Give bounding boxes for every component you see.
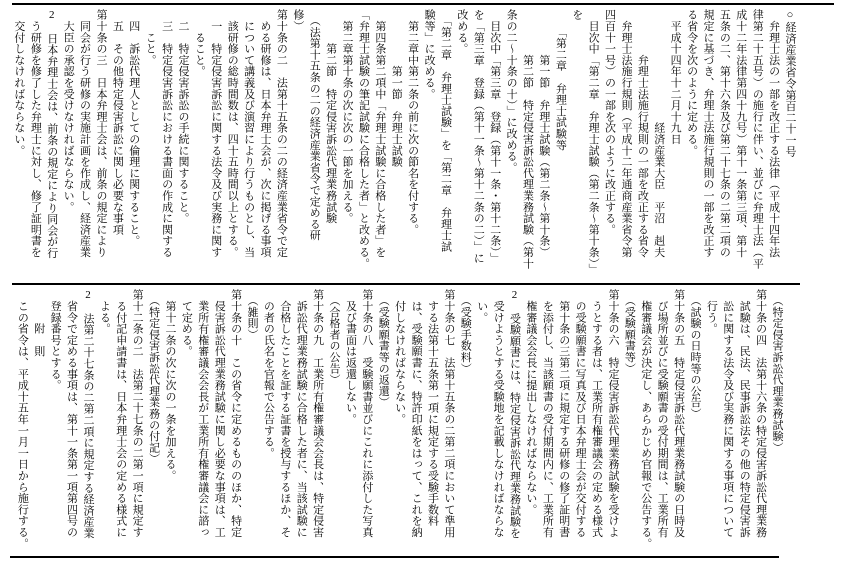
text-column: 付しなければならない。 xyxy=(393,289,406,425)
text-column: 目次中「第三章 登録（第十一条・第十二条）」 xyxy=(488,9,501,264)
text-column: 省令で定める事項は、第十一条第一項第四号の xyxy=(65,289,78,538)
text-column: 「弁理士試験の筆記試験に合格した者」と改める。 xyxy=(357,9,370,269)
text-column: 第十条の十 この省令に定めるもののほか、特定 xyxy=(229,289,242,538)
text-column: 五条の二、第十六条及び第二十七条の二第二項の xyxy=(718,9,731,258)
text-column: 弁理士法の一部を改正する法律（平成十四年法 xyxy=(767,9,780,258)
text-column: 合格したことを証する証書を授与するほか、そ xyxy=(278,289,291,538)
text-column: 第十二条の二 法第二十七条の二第一項に規定す xyxy=(131,289,144,538)
text-column: 第十条の四 法第十六条の特定侵害訴訟代理業務 xyxy=(754,289,767,538)
bottom-text-block xyxy=(14,289,785,555)
text-column: 2 法第二十七条の二第二項に規定する経済産業 xyxy=(81,289,94,539)
text-column: 第四条第二項中「弁理士試験に合格した者」を xyxy=(373,9,386,258)
text-column: 訴訟代理業務試験に合格した者に、当該試験に xyxy=(295,289,308,538)
text-column: 条の二～十条の十）」に改める。 xyxy=(505,9,518,173)
text-column: について講義及び演習により行うものとし、当 xyxy=(242,9,255,258)
text-column: を「第三章 登録（第十一条～第十二条の二）」に xyxy=(472,9,485,264)
text-column: 二 特定侵害訴訟の手続に関すること。 xyxy=(176,9,189,224)
text-column: 行う。 xyxy=(705,289,718,335)
text-column: （雑則） xyxy=(246,289,258,340)
text-column: （受験願書等の返還） xyxy=(377,289,390,408)
text-column: 第十条の二 法第十五条の二の経済産業省令で定 xyxy=(275,9,288,258)
text-column: 交付しなければならない。 xyxy=(12,9,25,156)
bottom-border-rule xyxy=(10,556,779,558)
text-column: 弁理士法施行規則の一部を改正する省令 xyxy=(636,9,649,258)
text-column: 受けようとする受験地を記載しなければならな xyxy=(492,289,505,538)
text-column: （特定侵害訴訟代理業務試験） xyxy=(771,289,783,453)
text-column: 一 特定侵害訴訟に関する法令及び実務に関す xyxy=(209,9,222,258)
text-column: 第二節 特定侵害訴訟代理業務試験 xyxy=(324,9,337,224)
text-column: 大臣の承認を受けなければならない。 xyxy=(62,9,75,213)
text-column: 「第二章 弁理士試験」を「第二章 弁理士試 xyxy=(439,9,452,253)
text-column: 四 訴訟代理人としての倫理に関すること。 xyxy=(127,9,140,247)
text-column: 第十条の三第二項に規定する研修の修了証明書 xyxy=(557,289,570,538)
text-column: （法第十五条の二の経済産業省令で定める研 xyxy=(308,9,321,241)
text-column: 修） xyxy=(291,9,304,32)
text-column: 業所有権審議会会長が工業所有権審議会に諮っ xyxy=(196,289,209,538)
text-column: 弁理士法施行規則（平成十二年通商産業省令第 xyxy=(619,9,632,258)
text-column: て定める。 xyxy=(180,289,193,357)
text-column: する法第十五条第一項に規定する受験手数料 xyxy=(426,289,439,527)
text-column: 附 則 xyxy=(32,289,45,357)
text-column: 試験は、民法、民事訴訟法その他の特定侵害訴 xyxy=(738,289,751,538)
text-column: 権審議会会長に提出しなければならない。 xyxy=(524,289,537,515)
text-column: 第一節 弁理士試験（第二条～第十条） xyxy=(537,9,550,258)
text-column: 平成十四年十二月十九日 xyxy=(669,9,682,145)
text-column: 第十条の九 工業所有権審議会会長は、特定侵害 xyxy=(311,289,324,538)
text-column: は、受験願書に、特許印紙をはって、これを納 xyxy=(410,289,423,538)
text-column: める研修は、日本弁理士会が、次に掲げる事項 xyxy=(259,9,271,258)
text-column: 2 日本弁理士会は、前条の規定により同会が行 xyxy=(45,9,58,259)
text-column: 第二節 特定侵害訴訟代理業務試験（第十 xyxy=(521,9,534,269)
middle-divider-rule xyxy=(12,283,800,285)
text-column: （受験手数料） xyxy=(459,289,472,374)
text-column: 第一節 弁理士試験 xyxy=(390,9,403,168)
text-column: 権審議会が決定し、あらかじめ官報で公告する。 xyxy=(639,289,652,549)
text-column: 第十条の三 日本弁理士会は、前条の規定により xyxy=(94,9,107,258)
text-column: 第十条の七 法第十五条の二第二項において準用 xyxy=(442,289,455,538)
text-column: （試験の日時等の公告） xyxy=(688,289,701,420)
text-column: 第十条の五 特定侵害訴訟代理業務試験の日時及 xyxy=(672,289,685,538)
text-column: 及び書面は返還しない。 xyxy=(344,289,357,425)
text-column: る付記申請書は、日本弁理士会の定める様式に xyxy=(114,289,127,538)
text-column: 四百十一号）の一部を次のように改正する。 xyxy=(603,9,616,235)
text-column: 律第二十五号）の施行に伴い、並びに弁理士法（平 xyxy=(751,9,764,269)
text-column: 2 受験願書には、特定侵害訴訟代理業務試験を xyxy=(508,289,521,539)
text-column: の受験願書に写真及び日本弁理士会が交付する xyxy=(574,289,587,538)
text-column: 目次中「第二章 弁理士試験（第二条～第十条）」 xyxy=(587,9,600,275)
text-column: う研修を修了した弁理士に対し、修了証明書を xyxy=(29,9,42,258)
text-column: び場所並びに受験願書の受付期間は、工業所有 xyxy=(656,289,669,538)
text-column: 三 特定侵害訴訟における書面の作成に関する xyxy=(160,9,173,258)
text-column: こと。 xyxy=(144,9,157,66)
text-column: 改める。 xyxy=(455,9,468,55)
text-column: 経済産業大臣 平沼 赳夫 xyxy=(652,9,665,258)
text-column: 第十条の六 特定侵害訴訟代理業務試験を受けよ xyxy=(606,289,619,538)
text-column: 第二章中第二条の前に次の節名を付する。 xyxy=(406,9,419,235)
text-column: 五 その他特定侵害訴訟に関し必要な事項 xyxy=(111,9,124,235)
text-column: よる。 xyxy=(98,289,111,335)
text-column: を添付し、当該願書の受付期間内に、工業所有 xyxy=(541,289,554,538)
top-text-block xyxy=(11,9,799,281)
text-column: 「第二章 弁理士試験等 xyxy=(554,9,567,151)
text-column: 訟に関する法令及び実務に関する事項について xyxy=(721,289,734,538)
text-column: 第十二条の次に次の一条を加える。 xyxy=(163,289,176,482)
text-column: 規定に基づき、弁理士法施行規則の一部を改正す xyxy=(701,9,714,258)
text-column: 該研修の総時間数は、四十五時間以上とする。 xyxy=(226,9,239,258)
text-column: ○経済産業省令第百二十一号 xyxy=(784,9,796,157)
text-column: い。 xyxy=(475,289,488,323)
text-column: この省令は、平成十五年一月一日から施行する。 xyxy=(16,289,29,549)
text-column: 登録番号とする。 xyxy=(49,289,62,391)
text-column: 第十条の八 受験願書並びにこれに添付した写真 xyxy=(360,289,373,538)
text-column: （特定侵害訴訟代理業務の付記） xyxy=(147,289,160,465)
text-column: うとする者は、工業所有権審議会の定める様式 xyxy=(590,289,603,538)
text-column: 侵害訴訟代理業務試験に関し必要な事項は、工 xyxy=(213,289,226,538)
text-column: 同会が行う研修の実施計画を作成し、経済産業 xyxy=(78,9,91,258)
text-column: （合格者の公告） xyxy=(328,289,341,386)
top-border-rule xyxy=(12,3,834,5)
text-column: の者の氏名を官報で公告する。 xyxy=(262,289,275,459)
text-column: を xyxy=(570,9,583,21)
text-column: る省令を次のように定める。 xyxy=(685,9,698,156)
text-column: ること。 xyxy=(193,9,206,77)
text-column: 験等」に改める。 xyxy=(423,9,436,100)
text-column: （受験願書等） xyxy=(623,289,636,374)
text-column: 第二章第十条の次に次の一節を加える。 xyxy=(341,9,354,224)
text-column: 成十二年法律第四十九号）第十一条第三項、第十 xyxy=(734,9,747,258)
